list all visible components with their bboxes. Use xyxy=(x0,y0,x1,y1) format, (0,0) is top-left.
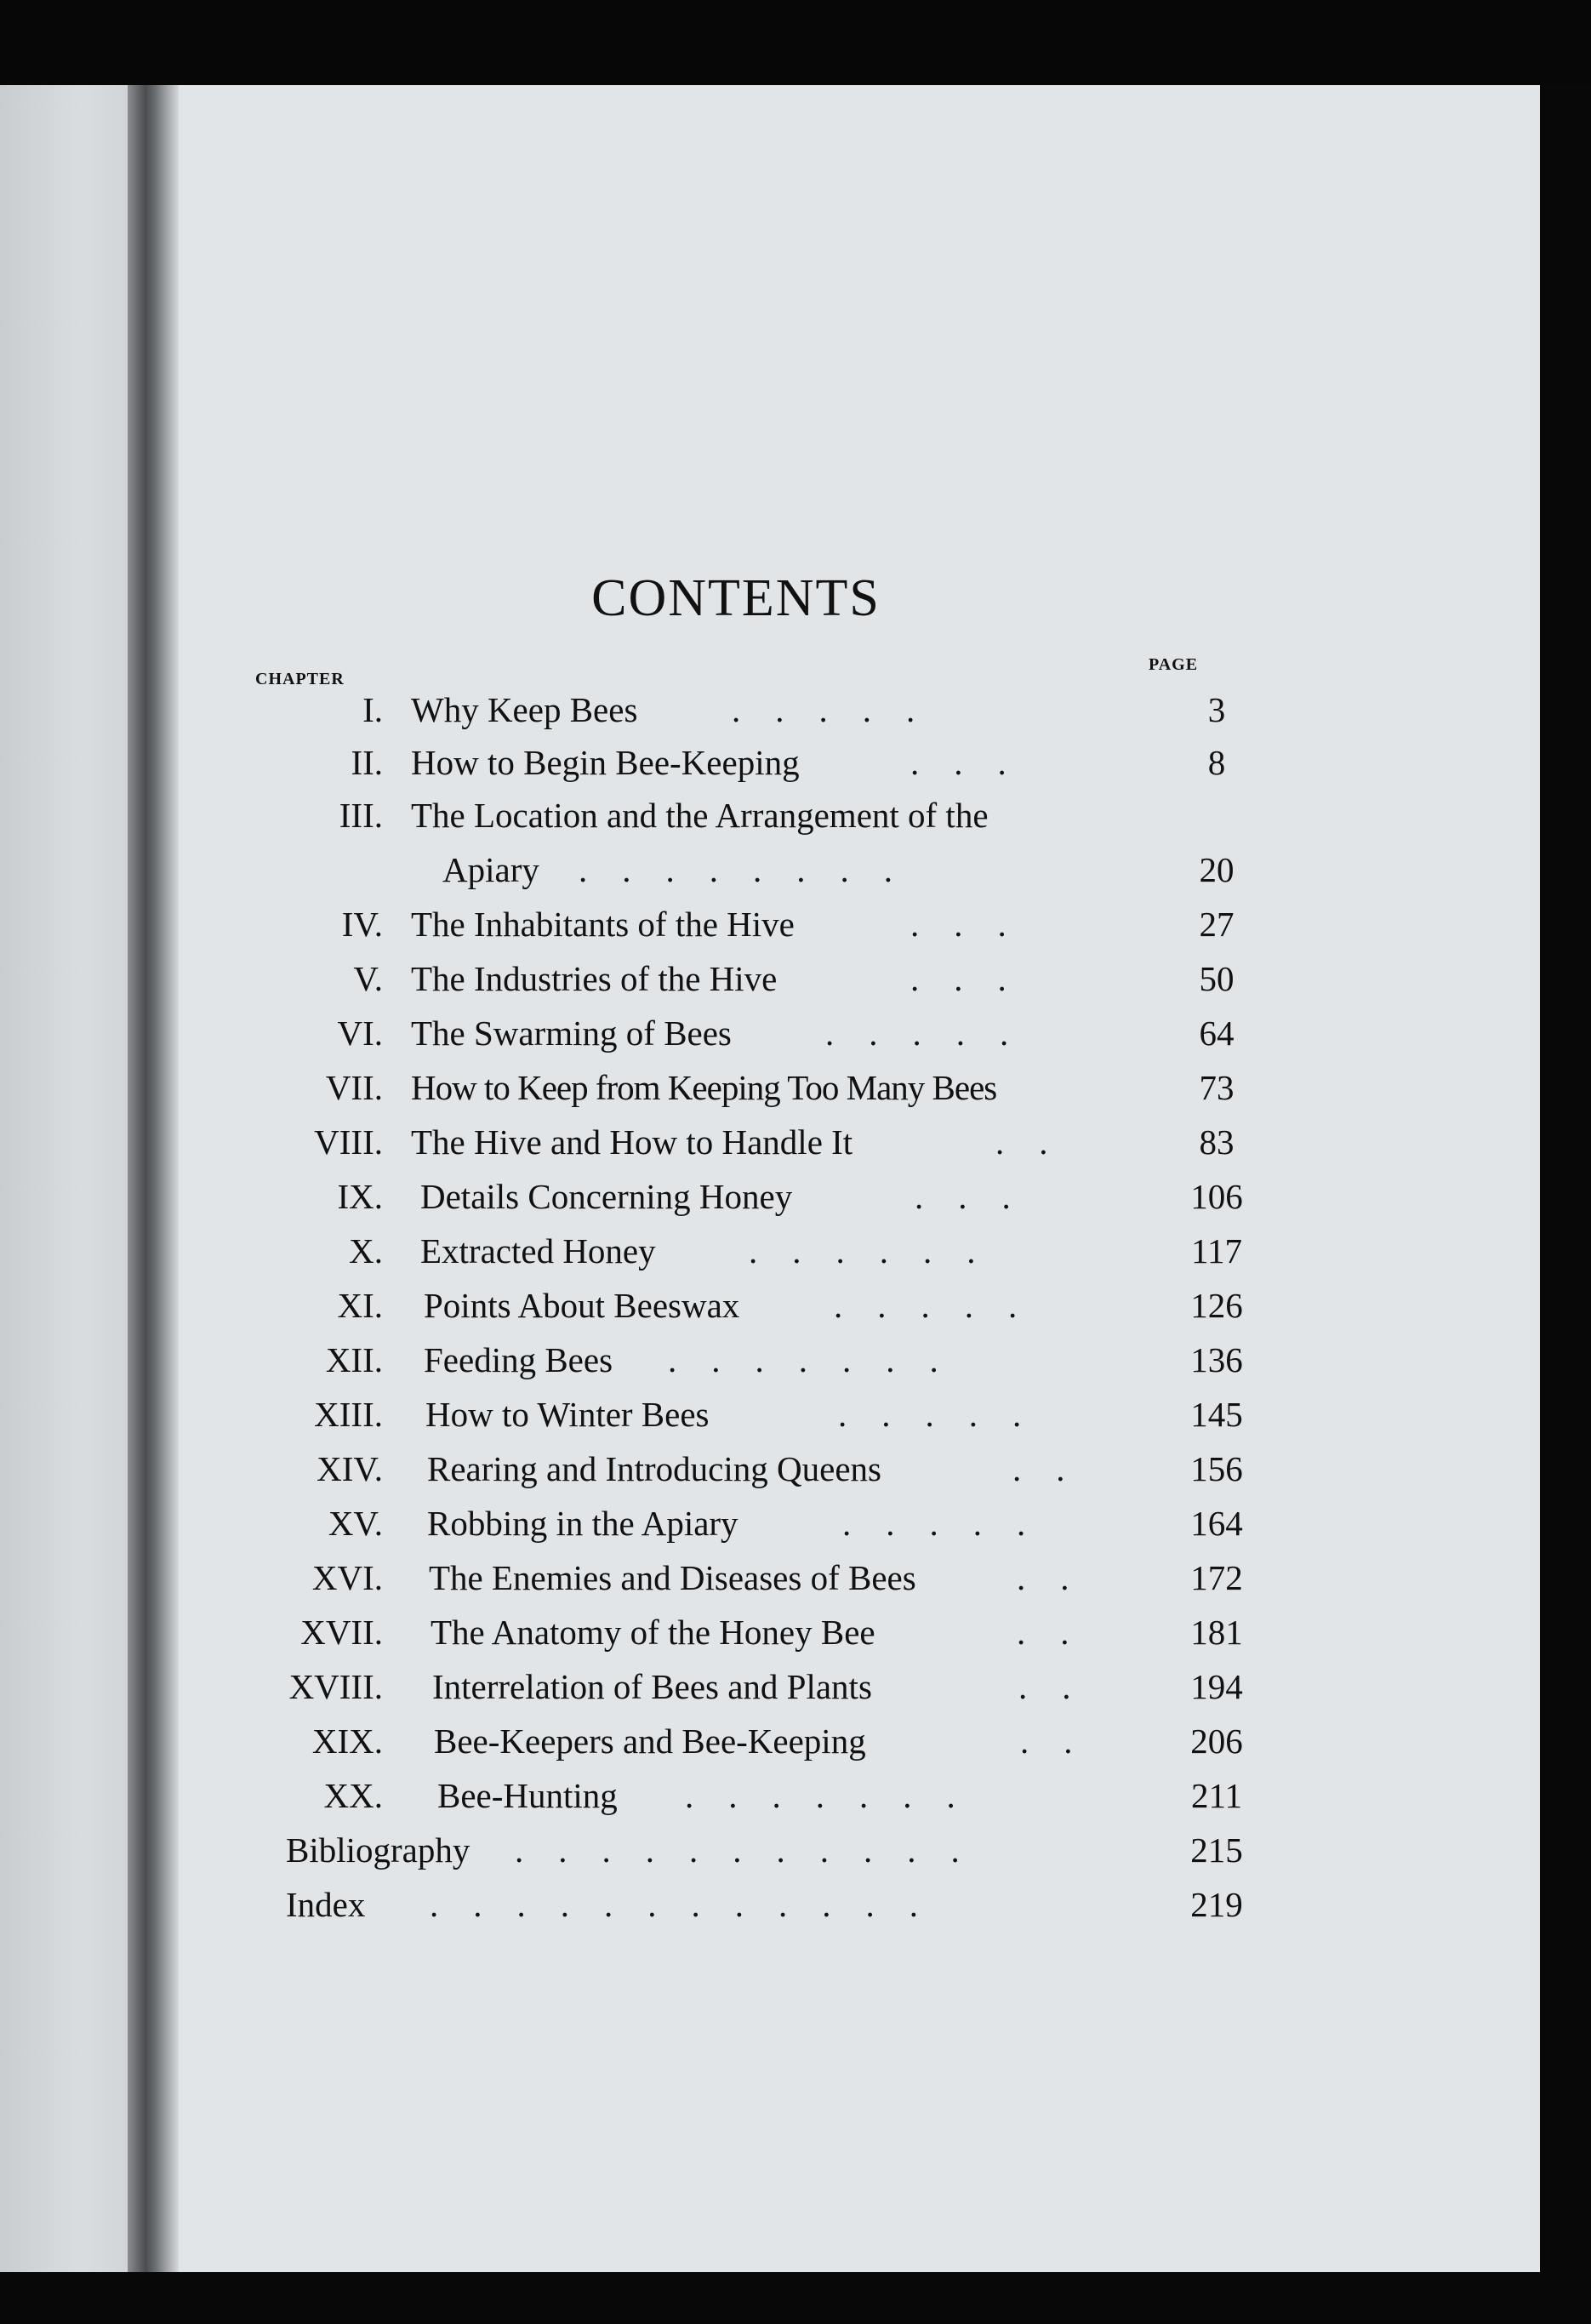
chapter-title: The Inhabitants of the Hive xyxy=(411,905,795,944)
dot-leader: . . . . . . . . xyxy=(579,850,892,889)
page-number: 194 xyxy=(1190,1667,1243,1706)
chapter-number: IV. xyxy=(341,905,383,944)
chapter-title: Why Keep Bees xyxy=(411,690,638,729)
chapter-number: IX. xyxy=(337,1177,383,1216)
toc-entry xyxy=(0,1503,1591,1554)
page-number: 117 xyxy=(1191,1231,1242,1270)
dot-leader: . . . . . . . . . . . . xyxy=(430,1885,918,1924)
toc-entry xyxy=(0,1557,1591,1608)
toc-entry xyxy=(0,1122,1591,1173)
chapter-title: How to Keep from Keeping Too Many Bees xyxy=(411,1068,997,1107)
chapter-number: XVIII. xyxy=(288,1667,383,1706)
toc-entry xyxy=(0,958,1591,1009)
page-title: CONTENTS xyxy=(591,569,881,627)
page-number: 164 xyxy=(1190,1504,1243,1543)
dot-leader: . . . . . . . xyxy=(668,1340,938,1379)
chapter-title: Points About Beeswax xyxy=(424,1286,740,1325)
chapter-title: Rearing and Introducing Queens xyxy=(427,1449,881,1488)
page-number: 181 xyxy=(1190,1613,1243,1652)
chapter-number: XI. xyxy=(337,1286,383,1325)
toc-entry xyxy=(0,1176,1591,1227)
chapter-title: Index xyxy=(286,1885,366,1924)
chapter-number: XV. xyxy=(328,1504,383,1543)
toc-entry xyxy=(0,1285,1591,1336)
toc-entry xyxy=(0,1394,1591,1445)
chapter-title: Robbing in the Apiary xyxy=(427,1504,738,1543)
chapter-number: XIV. xyxy=(316,1449,383,1488)
chapter-title: Bibliography xyxy=(286,1830,470,1870)
page-number: 64 xyxy=(1199,1014,1235,1053)
dot-leader: . . . . . xyxy=(834,1286,1018,1325)
page-number: 8 xyxy=(1207,743,1226,782)
dot-leader: . . xyxy=(1020,1722,1073,1761)
dot-leader: . . . . . . . xyxy=(685,1776,955,1815)
chapter-number: XVII. xyxy=(300,1613,383,1652)
chapter-number: II. xyxy=(351,743,383,782)
chapter-title: The Hive and How to Handle It xyxy=(411,1122,853,1162)
chapter-number: XIX. xyxy=(311,1722,383,1761)
dot-leader: . . xyxy=(1017,1558,1069,1597)
chapter-number: V. xyxy=(353,959,383,998)
chapter-number: I. xyxy=(362,690,383,729)
chapter-number: III. xyxy=(339,796,383,835)
chapter-column-label: CHAPTER xyxy=(255,670,345,688)
chapter-title: The Swarming of Bees xyxy=(411,1014,732,1053)
dot-leader: . . . . . . . . . . . xyxy=(515,1830,960,1870)
dot-leader: . . . . . . xyxy=(749,1231,976,1270)
chapter-title: The Industries of the Hive xyxy=(411,959,778,998)
chapter-number: VII. xyxy=(325,1068,383,1107)
toc-entry xyxy=(0,689,1591,740)
toc-entry xyxy=(0,849,1591,900)
toc-entry xyxy=(0,904,1591,955)
page-number: 27 xyxy=(1199,905,1235,944)
chapter-number: XX. xyxy=(323,1776,383,1815)
toc-entry xyxy=(0,1830,1591,1881)
toc-entry xyxy=(0,1666,1591,1717)
page-number: 106 xyxy=(1190,1177,1243,1216)
page-number: 83 xyxy=(1199,1122,1235,1162)
toc-entry xyxy=(0,1013,1591,1064)
chapter-title: Interrelation of Bees and Plants xyxy=(432,1667,872,1706)
chapter-number: XVI. xyxy=(311,1558,383,1597)
page-number: 219 xyxy=(1190,1885,1243,1924)
toc-entry xyxy=(0,1339,1591,1390)
chapter-number: VI. xyxy=(337,1014,383,1053)
dot-leader: . . . . . xyxy=(842,1504,1026,1543)
page-number: 172 xyxy=(1190,1558,1243,1597)
chapter-title: The Anatomy of the Honey Bee xyxy=(431,1613,875,1652)
chapter-title: Details Concerning Honey xyxy=(420,1177,793,1216)
chapter-title: How to Winter Bees xyxy=(425,1395,710,1434)
dot-leader: . . . xyxy=(910,743,1006,782)
toc-entry xyxy=(0,1884,1591,1935)
page-number: 215 xyxy=(1190,1830,1243,1870)
dot-leader: . . . . . xyxy=(732,690,915,729)
dot-leader: . . . . . xyxy=(838,1395,1022,1434)
page-number: 126 xyxy=(1190,1286,1243,1325)
dot-leader: . . . xyxy=(915,1177,1011,1216)
toc-entry xyxy=(0,1231,1591,1282)
toc-entry xyxy=(0,1612,1591,1663)
chapter-number: VIII. xyxy=(314,1122,383,1162)
chapter-title: The Enemies and Diseases of Bees xyxy=(429,1558,916,1597)
page-number: 73 xyxy=(1199,1068,1235,1107)
page-number: 136 xyxy=(1190,1340,1243,1379)
toc-entry xyxy=(0,795,1591,846)
dot-leader: . . . . . xyxy=(825,1014,1009,1053)
dot-leader: . . xyxy=(1017,1613,1069,1652)
page-number: 20 xyxy=(1199,850,1235,889)
toc-entry xyxy=(0,1448,1591,1499)
dot-leader: . . . xyxy=(910,959,1006,998)
dot-leader: . . . xyxy=(910,905,1006,944)
page-number: 3 xyxy=(1207,690,1226,729)
page-number: 50 xyxy=(1199,959,1235,998)
dot-leader: . . xyxy=(1012,1449,1065,1488)
page-number: 211 xyxy=(1191,1776,1242,1815)
page-column-label: PAGE xyxy=(1149,655,1199,674)
chapter-title: How to Begin Bee-Keeping xyxy=(411,743,800,782)
chapter-title: Apiary xyxy=(442,850,539,889)
page-number: 145 xyxy=(1190,1395,1243,1434)
toc-entry xyxy=(0,1067,1591,1118)
chapter-number: XII. xyxy=(325,1340,383,1379)
page-number: 156 xyxy=(1190,1449,1243,1488)
dot-leader: . . xyxy=(995,1122,1048,1162)
chapter-title: Bee-Keepers and Bee-Keeping xyxy=(434,1722,866,1761)
page-number: 206 xyxy=(1190,1722,1243,1761)
chapter-title: The Location and the Arrangement of the xyxy=(411,796,989,835)
chapter-title: Feeding Bees xyxy=(424,1340,613,1379)
chapter-title: Bee-Hunting xyxy=(437,1776,618,1815)
chapter-number: XIII. xyxy=(314,1395,383,1434)
chapter-title: Extracted Honey xyxy=(420,1231,656,1270)
dot-leader: . . xyxy=(1018,1667,1071,1706)
chapter-number: X. xyxy=(349,1231,383,1270)
toc-entry xyxy=(0,742,1591,793)
toc-entry xyxy=(0,1775,1591,1826)
toc-entry xyxy=(0,1721,1591,1772)
